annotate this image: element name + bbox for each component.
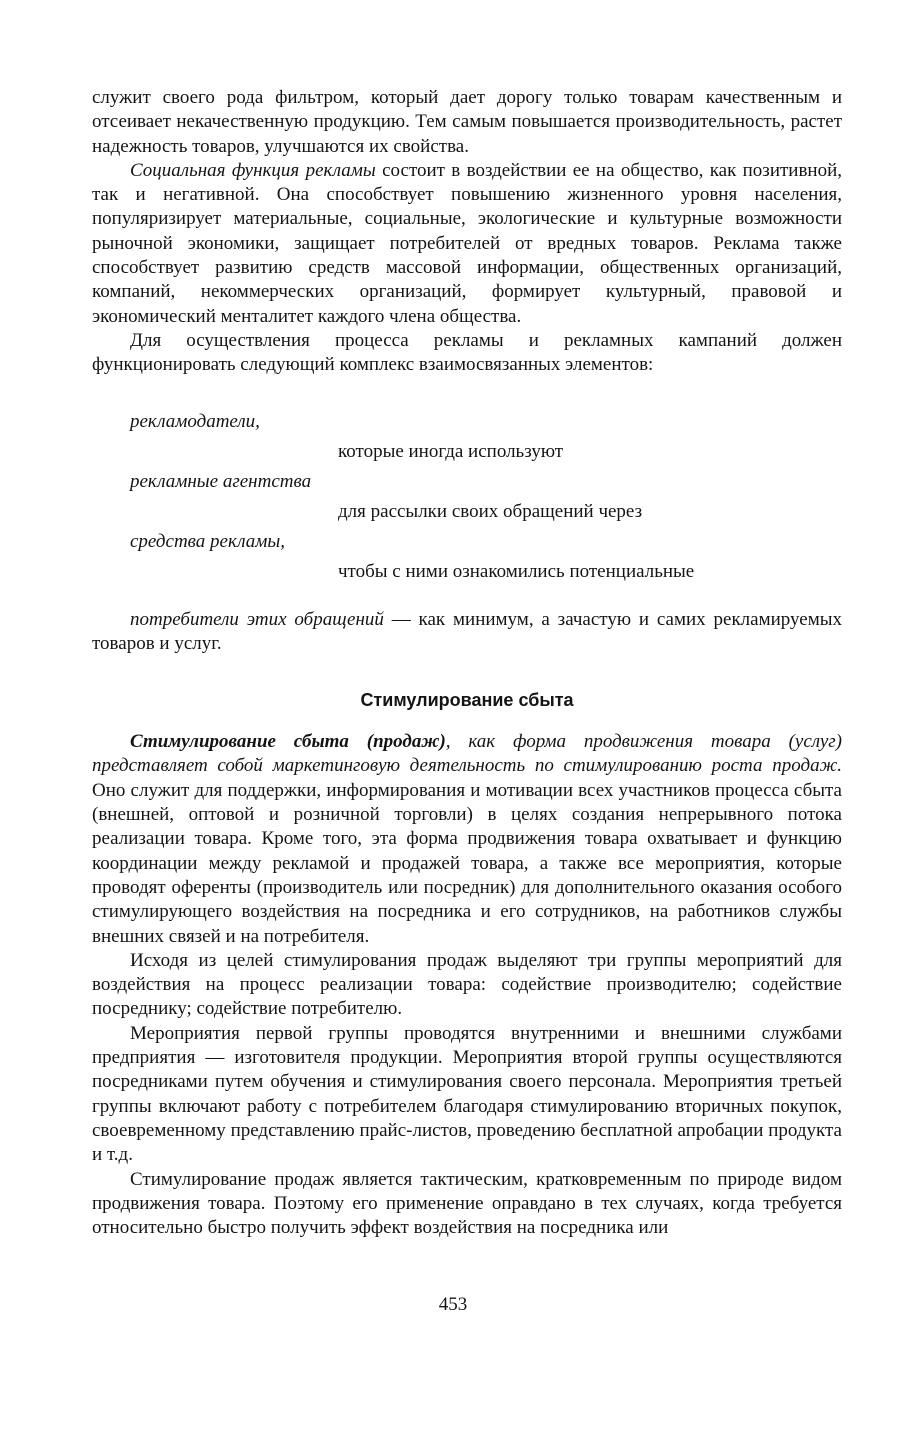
flow-item-agencies: рекламные агентства [130,470,312,492]
term-social-function: Социальная функция рекламы [130,159,376,181]
social-function-text: состоит в воздействии ее на общество, как позитивной, так и негативной. Она способствует повышению жизненного уровня населения, популяризирует материальные, социальные, экологические и культурные возможности рыночной экономики, защищает потребителей от вредных товаров. Реклама также способствует развитию средств массовой информации, общественных организаций, компаний, некоммерческих организаций, формирует культурный, правовой и экономический менталитет каждого члена общества. [92,159,843,327]
paragraph-social-function [92,159,842,329]
flow-link-2: для рассылки своих обращений через [338,500,643,522]
term-sales-promotion: Стимулирование сбыта (продаж) [130,731,446,753]
page-number: 453 [438,1294,468,1315]
paragraph-tactical: Стимулирование продаж является тактическим, кратковременным по природе видом продвижения товара. Поэтому его применение оправдано в тех случаях, когда требуется относительно быстро получить эффект воздействия на посредника или [92,1168,842,1239]
flow-item-media: средства рекламы, [130,530,285,552]
paragraph-group-activities: Мероприятия первой группы проводятся внутренними и внешними службами предприятия — изготовителя продукции. Мероприятия второй группы осуществляются посредниками путем обучения и стимулирования своего персонала. Мероприятия третьей группы включают работу с потребителем благодаря стимулированию вторичных покупок, своевременному представлению прайс-листов, проведению бесплатной апробации продукта и т.д. [92,1022,842,1166]
flow-item-advertisers: рекламодатели, [130,410,260,432]
advertising-elements-flow [92,386,842,608]
page-text [92,86,842,1240]
paragraph-consumers [92,608,842,657]
section-heading: Стимулирование сбыта [360,690,574,711]
paragraph-sales-promotion [92,730,842,949]
sales-promotion-definition: , как форма продвижения товара (услуг) представляет собой маркетинговую деятельность по стимулированию роста продаж. [92,731,842,777]
flow-link-1: которые иногда используют [338,440,564,462]
flow-link-3: чтобы с ними ознакомились потенциальные [338,560,695,582]
term-consumers: потребители этих обращений [130,608,384,630]
sales-promotion-text: Оно служит для поддержки, информирования и мотивации всех участников процесса сбыта (внешней, оптовой и розничной торговли) в целях создания непрерывного потока реализации товара. Кроме того, эта форма продвижения товара охватывает и функцию координации между рекламой и продажей товара, а также все мероприятия, которые проводят оференты (производитель или посредник) для дополнительного оказания особого стимулирующего воздействия на посредника и его сотрудников, на работников службы внешних связей и на потребителя. [92,779,842,947]
consumers-text: — как минимум, а зачастую и самих рекламируемых товаров и услуг. [92,608,842,654]
paragraph-complex-intro: Для осуществления процесса рекламы и рекламных кампаний должен функционировать следующий комплекс взаимосвязанных элементов: [92,329,842,376]
paragraph-three-groups: Исходя из целей стимулирования продаж выделяют три группы мероприятий для воздействия на процесс реализации товара: содействие производителю; содействие посреднику; содействие потребителю. [92,949,842,1020]
paragraph-continuation: служит своего рода фильтром, который дает дорогу только товарам качественным и отсеивает некачественную продукцию. Тем самым повышается производительность, растет надежность товаров, улучшаются их свойства. [92,87,842,157]
